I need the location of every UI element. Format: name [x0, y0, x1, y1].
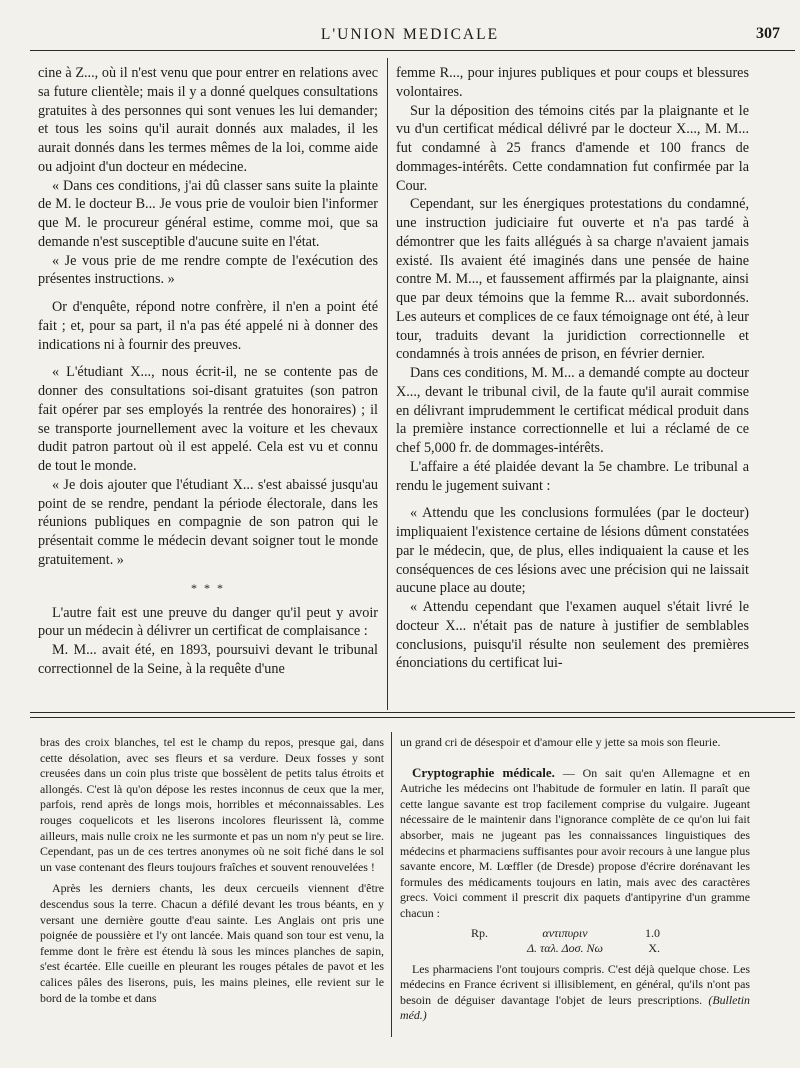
- paragraph: Dans ces conditions, M. M... a demandé compte au docteur X..., devant le tribunal civil, de la faute qu'il aurait commise en délivrant imprudemment le certificat médical produit dans la première instance correctionnelle et lui a réclamé de ce chef 5,000 fr. de dommages-intérêts.: [396, 365, 749, 456]
- feuilleton-rule-bottom: [30, 717, 795, 718]
- page-header: [30, 22, 790, 48]
- prescription-formula: [400, 926, 750, 956]
- paragraph: « Je vous prie de me rendre compte de l'exécution des présentes instructions. »: [38, 252, 378, 288]
- paragraph: bras des croix blanches, tel est le champ du repos, presque gai, dans cette désolation, avec ses fleurs et sa verdure. Deux fosses y sont creusées dans un coin plus triste que bossèlent de petits talus étroits et allongés. C'est là qu'on dépose les restes inconnus de ceux que la mer, parfois, rend après de longs mois, horribles et méconnaissables. Les rouges coquelicots et les liserons incolores fleurissent là, comme ailleurs, mais nulle croix ne les surmonte et pas un nom n'y peut se lire. Cependant, pas un de ces tertres anonymes où ne soit fiché dans le sol un vase contenant des fleurs toujours fraîches et souvent renouvelées !: [40, 735, 384, 874]
- formula-row: [400, 941, 750, 956]
- section-heading: Cryptographie médicale.: [412, 764, 555, 780]
- formula-row: [400, 926, 750, 941]
- top-column-divider: [387, 58, 388, 710]
- citation: (Bulletin méd.): [400, 992, 750, 1023]
- paragraph: femme R..., pour injures publiques et pour coups et blessures volontaires.: [396, 65, 749, 100]
- paragraph: [400, 962, 750, 1024]
- paragraph: Après les derniers chants, les deux cercueils viennent d'être descendus sous la terre. Chacun a défilé devant les trous béants, en y versant une dernière goutte d'eau sainte. Les Anglais ont pris une poignée de poussière et l'y ont lancée. Mais quand son tour est venu, la femme dont le frère est étendu là sous les minces planches de sapin, s'est écartée. Elle cueille en pleurant les rouges pétales de pavot et les calices pâles des liserons, puis, les mains pleines, elle revient sur le bord de la tombe et dans: [40, 881, 384, 1005]
- paragraph: « Attendu cependant que l'examen auquel s'était livré le docteur X... n'était pas de nature à justifier de semblables conclusions, puisqu'il résulte non seulement des premières énonciations du certificat lui-: [396, 599, 749, 672]
- formula-quantity: X.: [648, 940, 660, 955]
- bottom-right-column: [400, 735, 750, 1055]
- paragraph: Cependant, sur les énergiques protestations du condamné, une instruction judiciaire fut ouverte et n'a pas tardé à démontrer que les faits allégués à sa charge n'avaient jamais existé. Ils avaient été imaginés dans une pensée de haine contre M. M..., et faussement affirmés par la plaignante, ainsi que par deux témoins que la femme R... avait subordonnés. Les auteurs et complices de ce faux témoignage ont été, à leur tour, traduits devant la juridiction correctionnelle et condamnés à trois années de prison, en février dernier.: [396, 196, 749, 363]
- bottom-column-divider: [391, 732, 392, 1037]
- paragraph: cine à Z..., où il n'est venu que pour entrer en relations avec sa future clientèle; mais il y a donné quelques consultations gratuites à des personnes qui sont venues les lui demander; et tous les soins qu'il aurait donnés aux malades, il les aurait donnés dans les termes mêmes de la loi, comme aide ou adjoint d'un docteur en médecine.: [38, 65, 378, 175]
- bottom-left-column: [40, 735, 384, 1055]
- paragraph: Sur la déposition des témoins cités par la plaignante et le vu d'un certificat médical délivré par le docteur X..., M. M... fut condamné à 25 francs d'amende et 100 francs de dommages-intérêts. Cette condamnation fut confirmée par la Cour.: [396, 102, 749, 194]
- journal-title: L'UNION MEDICALE: [320, 26, 500, 43]
- formula-greek: Δ. ταλ. Δοσ. Nω: [526, 940, 604, 955]
- section-paragraph: [400, 765, 750, 922]
- formula-label-empty: [400, 941, 510, 956]
- paragraph: « L'étudiant X..., nous écrit-il, ne se contente pas de donner des consultations soi-disant gratuites (son patron fait opérer par ses employés la rentrée des honoraires) ; il se transporte journellement avec la voiture et les chevaux dudit patron partout où il est appelé. Cela est vu et connu de tout le monde.: [38, 364, 378, 474]
- formula-label: Rp.: [470, 925, 488, 940]
- paragraph: « Attendu que les conclusions formulées (par le docteur) impliquaient l'existence certaine de lésions dûment constatées par le médecin, que, de plus, elles indiquaient la cause et les conséquences de ces lésions avec une précision qui ne laissait aucune place au doute;: [396, 505, 749, 597]
- top-left-column: [38, 64, 378, 704]
- formula-quantity: 1.0: [645, 925, 660, 940]
- header-rule: [30, 50, 795, 51]
- paragraph: « Je dois ajouter que l'étudiant X... s'est abaissé jusqu'au point de se rendre, pendant la période électorale, dans les réunions publiques en compagnie de son patron qui le présentait comme le médecin devant soigner tout le monde gratuitement. »: [38, 476, 378, 568]
- paragraph: L'affaire a été plaidée devant la 5e chambre. Le tribunal a rendu le jugement suivant :: [396, 458, 749, 494]
- top-right-column: [396, 64, 749, 704]
- paragraph: Or d'enquête, répond notre confrère, il n'en a point été fait ; et, pour sa part, il n'a pas été appelé ni à donner des indications ni à fournir des preuves.: [38, 299, 378, 353]
- paragraph: M. M... avait été, en 1893, poursuivi devant le tribunal correctionnel de la Seine, à la requête d'une: [38, 642, 378, 677]
- paragraph: un grand cri de désespoir et d'amour elle y jette sa mois son fleurie.: [400, 735, 721, 749]
- feuilleton-rule-top: [30, 712, 795, 713]
- paragraph: « Dans ces conditions, j'ai dû classer sans suite la plainte de M. le docteur B... Je vous prie de vouloir bien l'informer que M. le procureur général estime, comme moi, que sa demande n'est susceptible d'aucune suite en l'état.: [38, 177, 378, 250]
- formula-greek: αντιπυριν: [542, 925, 588, 940]
- paragraph-text: — On sait qu'en Allemagne et en Autriche les médecins ont l'habitude de formuler en latin. Il paraît que cette langue savante est trop facilement comprise du vulgaire. Jugeant nécessaire de le maintenir dans l'ignorance complète de ce qu'on lui fait absorber, mais ne jugeant pas les connaissances linguistiques des médecins et pharmaciens suffisantes pour avoir recours à une langue plus savante encore, M. Lœffler (de Dresde) propose d'écrire dorénavant les formules des médicaments toujours en latin, mais avec des caractères grecs. Voici comment il prescrit dix paquets d'antipyrine d'un gramme chacun :: [400, 765, 750, 920]
- section-stars: * * *: [191, 580, 225, 595]
- paragraph: L'autre fait est une preuve du danger qu'il peut y avoir pour un médecin à délivrer un certificat de complaisance :: [38, 604, 378, 640]
- page-number: 307: [756, 25, 780, 42]
- paragraph-text: Les pharmaciens l'ont toujours compris. C'est déjà quelque chose. Les médecins en France écrivent si illisiblement, en général, qu'ils n'ont pas besoin de déguiser davantage l'objet de leurs prescriptions.: [400, 961, 750, 1007]
